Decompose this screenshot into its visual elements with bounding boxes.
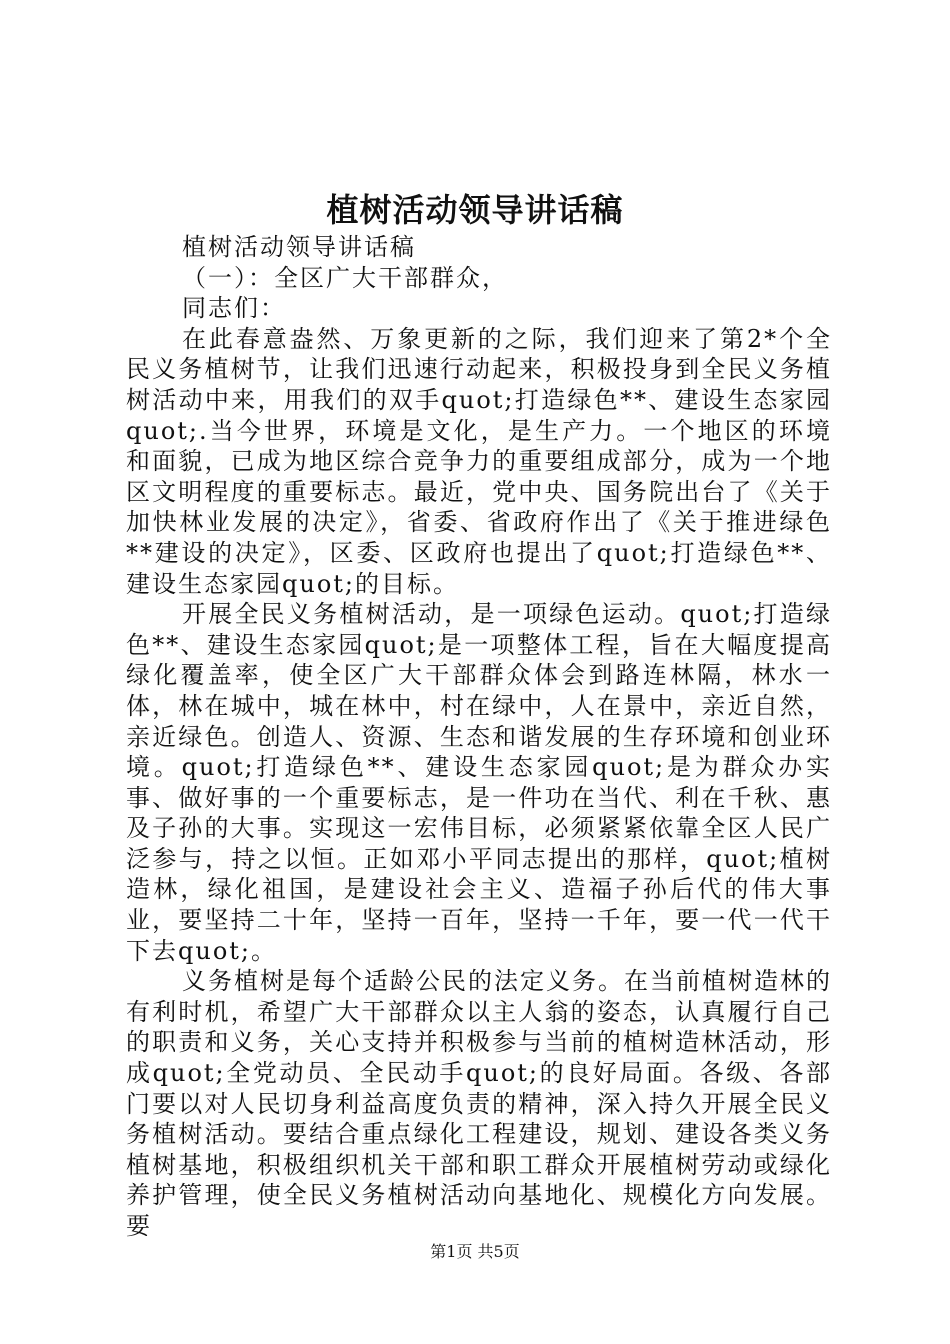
- paragraph: 开展全民义务植树活动，是一项绿色运动。quot;打造绿色**、建设生态家园quot;是一项整体工程，旨在大幅度提高绿化覆盖率，使全区广大干部群众体会到路连林隔，林水一体，林在城中，城在林中，村在绿中，人在景中，亲近自然，亲近绿色。创造人、资源、生态和谐发展的生存环境和创业环境。quot;打造绿色**、建设生态家园quot;是为群众办实事、做好事的一个重要标志，是一件功在当代、利在千秋、惠及子孙的大事。实现这一宏伟目标，必须紧紧依靠全区人民广泛参与，持之以恒。正如邓小平同志提出的那样，quot;植树造林，绿化祖国，是建设社会主义、造福子孙后代的伟大事业，要坚持二十年，坚持一百年，坚持一千年，要一代一代干下去quot;。: [126, 600, 832, 965]
- paragraph: 植树活动领导讲话稿: [182, 233, 416, 261]
- paragraph: 同志们：: [182, 294, 286, 323]
- document-title: 植树活动领导讲话稿: [326, 191, 624, 229]
- page-footer: 第1页 共5页: [430, 1242, 520, 1261]
- paragraph: 在此春意盎然、万象更新的之际，我们迎来了第2*个全民义务植树节，让我们迅速行动起来，积极投身到全民义务植树活动中来，用我们的双手quot;打造绿色**、建设生态家园quot;.当今世界，环境是文化，是生产力。一个地区的环境和面貌，已成为地区综合竞争力的重要组成部分，成为一个地区文明程度的重要标志。最近，党中央、国务院出台了《关于加快林业发展的决定》，省委、省政府作出了《关于推进绿色**建设的决定》，区委、区政府也提出了quot;打造绿色**、建设生态家园quot;的目标。: [126, 324, 832, 598]
- paragraph: 义务植树是每个适龄公民的法定义务。在当前植树造林的有利时机，希望广大干部群众以主人翁的姿态，认真履行自己的职责和义务，关心支持并积极参与当前的植树造林活动，形成quot;全党动员、全民动手quot;的良好局面。各级、各部门要以对人民切身利益高度负责的精神，深入持久开展全民义务植树活动。要结合重点绿化工程建设，规划、建设各类义务植树基地，积极组织机关干部和职工群众开展植树劳动或绿化养护管理，使全民义务植树活动向基地化、规模化方向发展。要: [126, 967, 832, 1240]
- document-body: [126, 232, 832, 1242]
- paragraph: （一）：全区广大干部群众，: [182, 263, 508, 292]
